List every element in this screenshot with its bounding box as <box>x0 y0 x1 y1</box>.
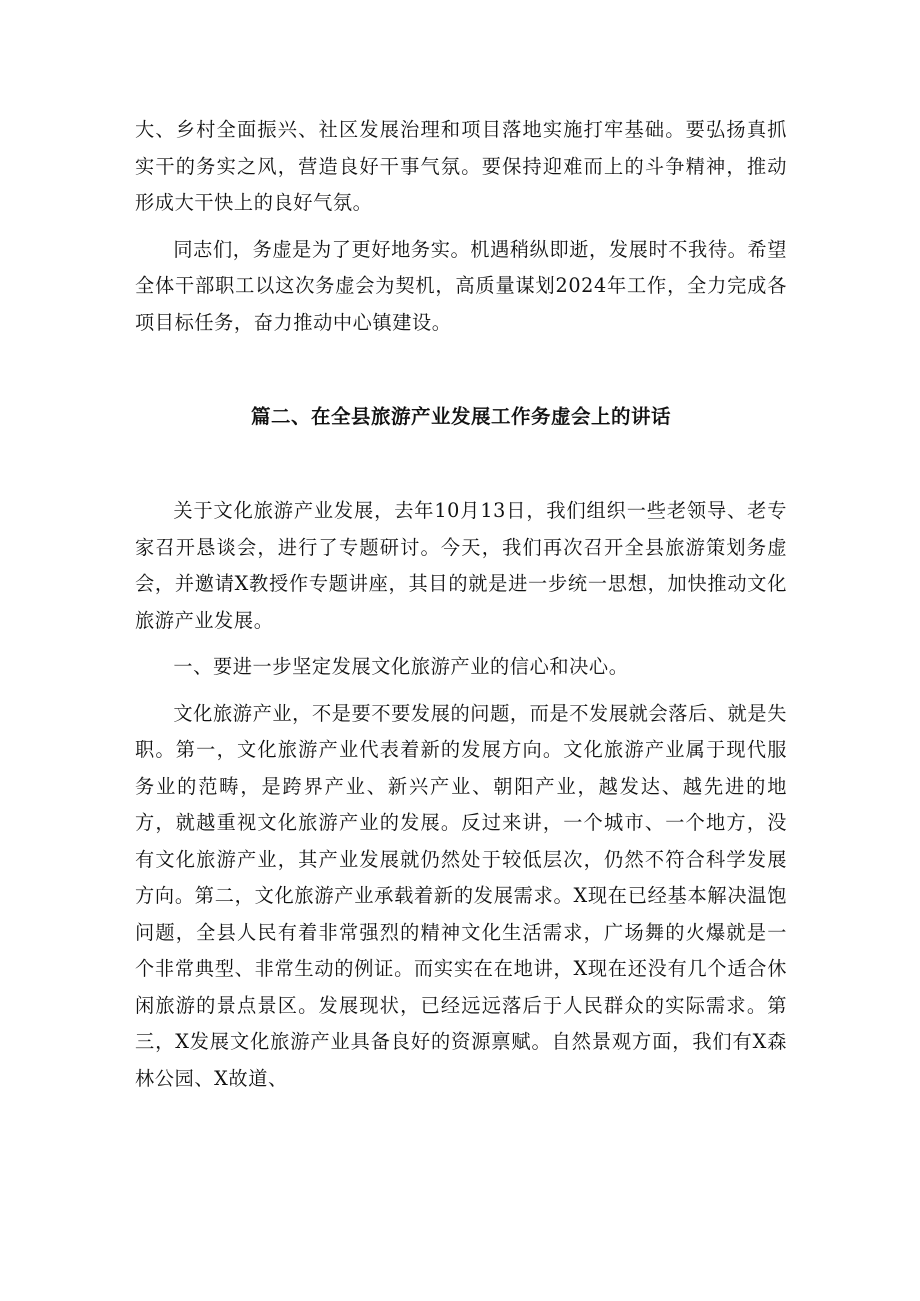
document-page <box>135 112 787 1097</box>
section-title: 篇二、在全县旅游产业发展工作务虚会上的讲话 <box>250 405 671 428</box>
section-heading-one: 一、要进一步坚定发展文化旅游产业的信心和决心。 <box>173 655 629 678</box>
body-paragraph-main: 文化旅游产业，不是要不要发展的问题，而是不发展就会落后、就是失职。第一，文化旅游产业代表着新的发展方向。文化旅游产业属于现代服务业的范畴，是跨界产业、新兴产业、朝阳产业，越发达、越先进的地方，就越重视文化旅游产业的发展。反过来讲，一个城市、一个地方，没有文化旅游产业，其产业发展就仍然处于较低层次，仍然不符合科学发展方向。第二，文化旅游产业承载着新的发展需求。X现在已经基本解决温饱问题，全县人民有着非常强烈的精神文化生活需求，广场舞的火爆就是一个非常典型、非常生动的例证。而实实在在地讲，X现在还没有几个适合休闲旅游的景点景区。发展现状，已经远远落后于人民群众的实际需求。第三，X发展文化旅游产业具备良好的资源禀赋。自然景观方面，我们有X森林公园、X故道、 <box>135 701 787 1090</box>
body-paragraph-closing: 同志们，务虚是为了更好地务实。机遇稍纵即逝，发展时不我待。希望全体干部职工以这次务虚会为契机，高质量谋划2024年工作，全力完成各项目标任务，奋力推动中心镇建设。 <box>135 237 787 334</box>
body-paragraph-continued: 大、乡村全面振兴、社区发展治理和项目落地实施打牢基础。要弘扬真抓实干的务实之风，营造良好干事气氛。要保持迎难而上的斗争精神，推动形成大干快上的良好气氛。 <box>135 118 787 214</box>
body-paragraph-intro: 关于文化旅游产业发展，去年10月13日，我们组织一些老领导、老专家召开恳谈会，进行了专题研讨。今天，我们再次召开全县旅游策划务虚会，并邀请X教授作专题讲座，其目的就是进一步统一思想，加快推动文化旅游产业发展。 <box>135 499 787 632</box>
